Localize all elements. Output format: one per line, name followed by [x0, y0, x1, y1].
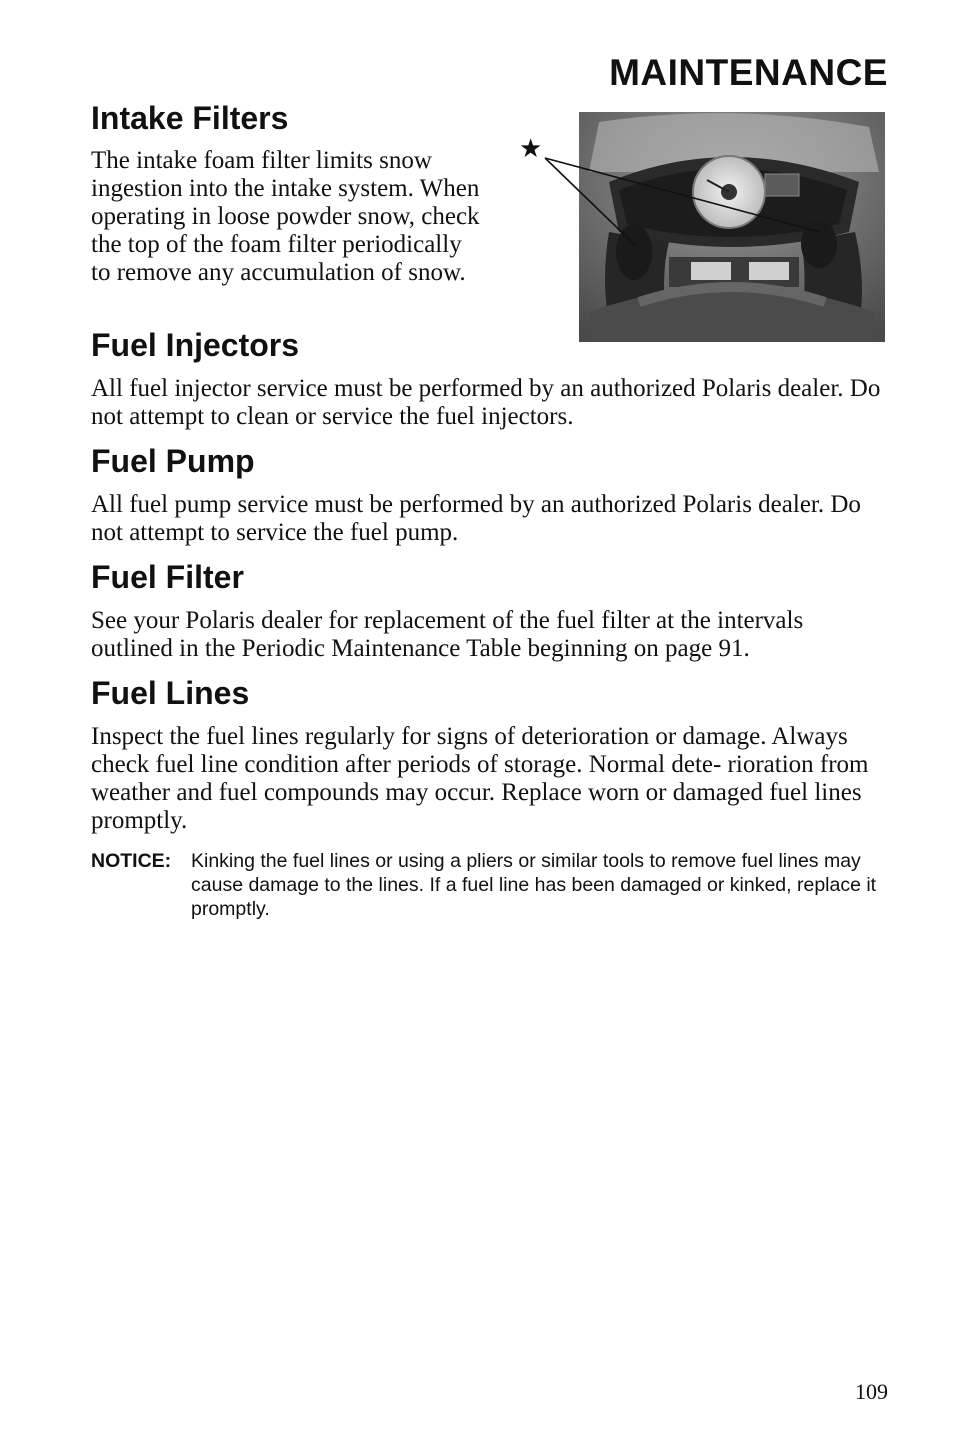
- heading-fuel-pump: Fuel Pump: [91, 443, 255, 479]
- fuel-filter-text: See your Polaris dealer for replacement of the fuel filter at the intervals outlined in the Periodic Maintenance Table beginning on page 91.: [91, 607, 804, 662]
- heading-fuel-filter: Fuel Filter: [91, 559, 244, 595]
- notice-label: NOTICE:: [91, 850, 172, 872]
- fuel-injectors-text: All fuel injector service must be performed by an authorized Polaris dealer. Do not attempt to clean or service the fuel injectors.: [91, 375, 881, 430]
- heading-fuel-injectors: Fuel Injectors: [91, 327, 300, 363]
- page-number: 109: [855, 1379, 888, 1404]
- notice-block: [91, 849, 891, 921]
- snowmobile-photo: [579, 112, 885, 342]
- notice-text: Kinking the fuel lines or using a pliers or similar tools to remove fuel lines may cause damage to the lines. If a fuel line has been damaged or kinked, replace it promptly.: [191, 850, 877, 920]
- heading-fuel-lines: Fuel Lines: [91, 675, 250, 711]
- page-header: MAINTENANCE: [609, 52, 888, 93]
- photo-illustration: [579, 112, 885, 342]
- fuel-pump-text: All fuel pump service must be performed by an authorized Polaris dealer. Do not attempt to service the fuel pump.: [91, 491, 861, 546]
- intake-filters-text: The intake foam filter limits snow ingestion into the intake system. When operating in loose powder snow, check the top of the foam filter periodically to remove any accumulation of snow.: [91, 147, 480, 286]
- heading-intake-filters: Intake Filters: [91, 100, 289, 136]
- callout-star-marker: ★: [519, 134, 543, 164]
- fuel-lines-text: Inspect the fuel lines regularly for signs of deterioration or damage. Always check fuel line condition after periods of storage. Normal dete- rioration from weather and fuel compounds may occur. Replace worn or damaged fuel lines promptly.: [91, 723, 869, 834]
